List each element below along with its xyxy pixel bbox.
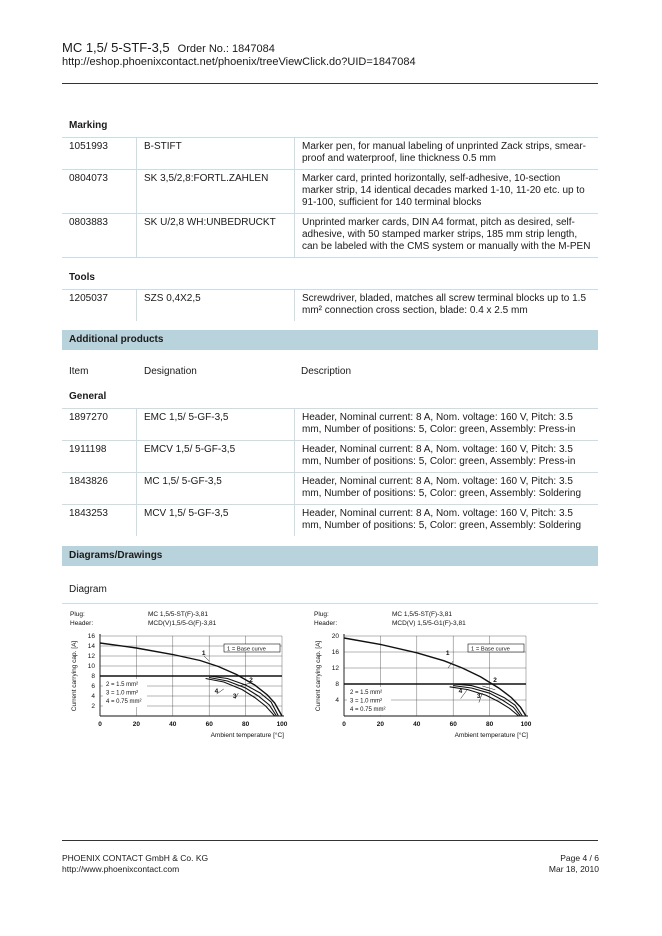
item-designation: EMC 1,5/ 5-GF-3,5 (137, 409, 295, 441)
item-description: Header, Nominal current: 8 A, Nom. voltage: 160 V, Pitch: 3.5 mm, Number of positions: 5, Color: green, Assembly: Press-in (295, 409, 599, 441)
tools-heading: Tools (62, 257, 598, 289)
item-designation: EMCV 1,5/ 5-GF-3,5 (137, 441, 295, 473)
x-tick-label: 80 (241, 721, 250, 728)
y-tick-label: 4 (335, 697, 339, 705)
x-tick-label: 100 (276, 721, 288, 728)
plug-value: MC 1,5/5-ST(F)-3,81 (392, 611, 452, 618)
marking-heading: Marking (69, 120, 108, 131)
item-description: Unprinted marker cards, DIN A4 format, pitch as desired, self-adhesive, with 50 stamped marker strips, 185 mm strip length, can be labeled with the CMS system or manually with the M-PEN (295, 214, 599, 258)
y-tick-label: 14 (87, 643, 95, 651)
table-row (62, 505, 598, 537)
plug-value: MC 1,5/5-ST(F)-3,81 (148, 611, 208, 618)
y-tick-label: 2 (91, 703, 95, 711)
header-value: MCD(V)1,5/5-G(F)-3,81 (148, 620, 217, 627)
table-row (62, 409, 598, 441)
curve-label: 1 (445, 650, 450, 657)
legend-entry: 3 = 1.0 mm² (106, 690, 139, 697)
item-description: Header, Nominal current: 8 A, Nom. voltage: 160 V, Pitch: 3.5 mm, Number of positions: 5, Color: green, Assembly: Press-in (295, 441, 599, 473)
item-number: 1205037 (62, 290, 137, 322)
col-item: Item (69, 366, 89, 377)
table-row (62, 138, 598, 170)
item-number: 1843253 (62, 505, 137, 537)
item-designation: MC 1,5/ 5-GF-3,5 (137, 473, 295, 505)
x-tick-label: 20 (132, 721, 141, 728)
table-row (62, 170, 598, 214)
item-number: 0803883 (62, 214, 137, 258)
series-curve-4 (206, 679, 275, 717)
y-tick-label: 16 (331, 649, 339, 657)
header-label: Header: (70, 620, 94, 627)
legend-entry: 4 = 0.75 mm² (106, 699, 142, 705)
diagram-chart-left (64, 606, 314, 756)
curve-label: 4 (458, 688, 463, 695)
series-curve-3 (209, 678, 276, 717)
y-tick-label: 8 (91, 673, 95, 681)
item-description: Header, Nominal current: 8 A, Nom. voltage: 160 V, Pitch: 3.5 mm, Number of positions: 5, Color: green, Assembly: Soldering (295, 473, 599, 505)
table-row (62, 290, 598, 322)
item-designation: MCV 1,5/ 5-GF-3,5 (137, 505, 295, 537)
legend-entry: 2 = 1.5 mm² (106, 682, 139, 688)
y-tick-label: 6 (91, 683, 95, 691)
y-tick-label: 12 (87, 653, 95, 661)
item-designation: SK 3,5/2,8:FORTL.ZAHLEN (137, 170, 295, 214)
item-description: Header, Nominal current: 8 A, Nom. voltage: 160 V, Pitch: 3.5 mm, Number of positions: 5, Color: green, Assembly: Soldering (295, 505, 599, 537)
x-tick-label: 0 (342, 721, 346, 728)
x-tick-label: 60 (449, 721, 457, 728)
footer-company: PHOENIX CONTACT GmbH & Co. KG (62, 853, 209, 863)
diagrams-heading: Diagrams/Drawings (62, 546, 598, 566)
y-tick-label: 12 (331, 665, 339, 673)
item-description: Marker card, printed horizontally, self-adhesive, 10-section marker strip, 14 identical decades marked 1-10, 11-20 etc. up to 91-100, sufficient for 140 terminal blocks (295, 170, 599, 214)
y-tick-label: 16 (87, 633, 95, 641)
legend-entry: 2 = 1.5 mm² (350, 690, 383, 696)
item-number: 1843826 (62, 473, 137, 505)
item-description: Marker pen, for manual labeling of unprinted Zack strips, smear-proof and waterproof, line thickness 0.5 mm (295, 138, 599, 170)
col-designation: Designation (144, 366, 197, 377)
table-row (62, 214, 598, 258)
curve-label: 2 (249, 677, 253, 684)
table-row (62, 441, 598, 473)
col-description: Description (301, 366, 352, 377)
x-tick-label: 100 (520, 721, 532, 728)
plug-label: Plug: (70, 611, 85, 618)
item-designation: SK U/2,8 WH:UNBEDRUCKT (137, 214, 295, 258)
header-label: Header: (314, 620, 338, 627)
item-number: 0804073 (62, 170, 137, 214)
item-number: 1911198 (62, 441, 137, 473)
footer-page: Page 4 / 6 (560, 853, 599, 863)
curve-label: 3 (476, 693, 481, 700)
curve-label: 1 (201, 650, 206, 657)
x-axis-label: Ambient temperature [°C] (454, 732, 528, 739)
y-tick-label: 10 (87, 663, 95, 671)
page-title (62, 40, 275, 55)
y-axis-label: Current carrying cap. [A] (315, 640, 322, 712)
main-content (62, 112, 598, 754)
header-divider (62, 83, 598, 84)
x-tick-label: 40 (413, 721, 421, 728)
header-value: MCD(V) 1,5/5-G1(F)-3,81 (392, 620, 466, 627)
y-tick-label: 20 (331, 633, 339, 641)
curve-label: 2 (493, 677, 497, 684)
column-headers (62, 350, 598, 383)
general-heading: General (69, 391, 107, 402)
marking-table (62, 137, 598, 257)
legend-entry: 4 = 0.75 mm² (350, 707, 386, 713)
table-row (62, 473, 598, 505)
item-description: Screwdriver, bladed, matches all screw terminal blocks up to 1.5 mm² connection cross section, blade: 0.4 x 2.5 mm (295, 290, 599, 322)
plug-label: Plug: (314, 611, 329, 618)
x-tick-label: 20 (376, 721, 385, 728)
diagram-label: Diagram (62, 566, 598, 604)
x-tick-label: 60 (205, 721, 213, 728)
y-axis-label: Current carrying cap. [A] (71, 640, 78, 712)
item-designation: SZS 0,4X2,5 (137, 290, 295, 322)
tools-table (62, 289, 598, 321)
diagrams-area (62, 604, 598, 754)
footer-website[interactable]: http://www.phoenixcontact.com (62, 864, 180, 874)
x-axis-label: Ambient temperature [°C] (210, 732, 284, 739)
x-tick-label: 80 (485, 721, 494, 728)
legend-entry: 3 = 1.0 mm² (350, 698, 383, 705)
curve-label: 4 (214, 688, 219, 695)
x-tick-label: 40 (169, 721, 177, 728)
x-tick-label: 0 (98, 721, 102, 728)
legend-entry: 1 = Base curve (227, 646, 266, 653)
additional-products-heading: Additional products (62, 330, 598, 350)
item-number: 1897270 (62, 409, 137, 441)
item-designation: B-STIFT (137, 138, 295, 170)
footer-divider (62, 840, 598, 841)
footer-date: Mar 18, 2010 (548, 864, 599, 874)
header-url[interactable]: http://eshop.phoenixcontact.net/phoenix/treeViewClick.do?UID=1847084 (62, 56, 416, 68)
y-tick-label: 8 (335, 681, 339, 689)
order-number: Order No.: 1847084 (177, 43, 275, 55)
curve-label: 3 (232, 693, 237, 700)
legend-entry: 1 = Base curve (471, 646, 510, 653)
y-tick-label: 4 (91, 693, 95, 701)
general-table (62, 408, 598, 536)
product-title: MC 1,5/ 5-STF-3,5 (62, 40, 170, 55)
item-number: 1051993 (62, 138, 137, 170)
diagram-chart-right (308, 606, 558, 756)
